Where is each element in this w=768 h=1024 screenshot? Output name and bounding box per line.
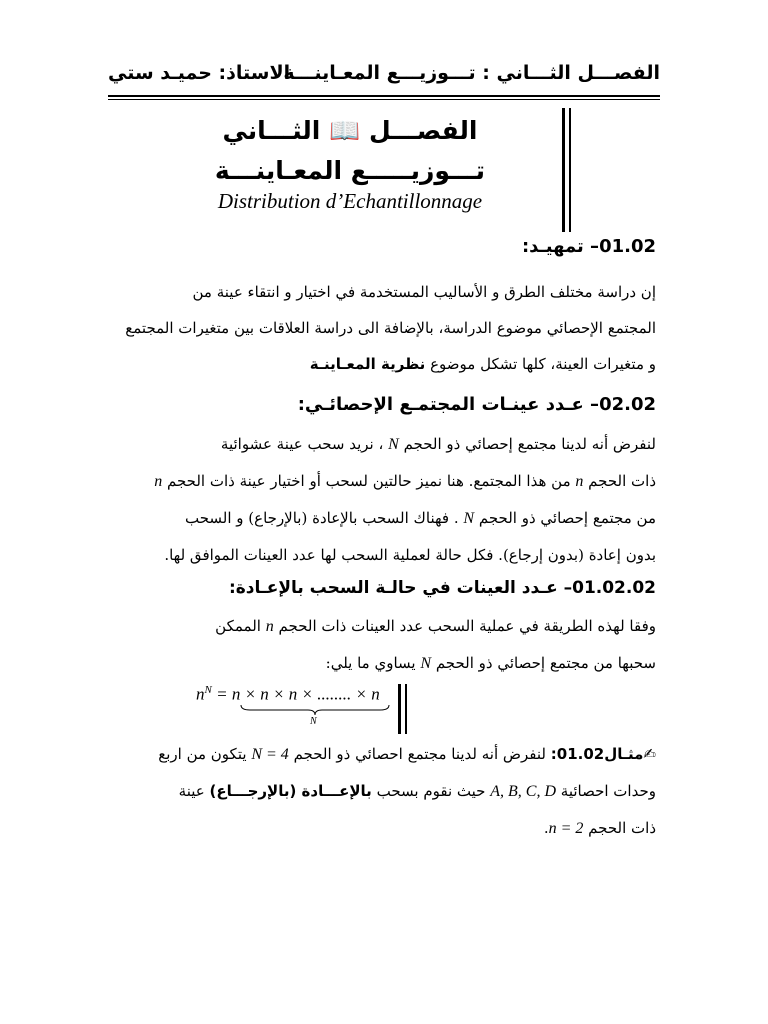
header-chapter-title: الفصـــل الثـــاني : تـــوزيـــع المعـاينـــة [283,62,660,84]
text-segment: . [543,819,549,837]
title-side-bar [562,108,565,232]
formula-exponent: N [204,684,212,696]
text-segment: وفقا لهذه الطريقة في عملية السحب عدد العينات ذات الحجم [278,617,656,635]
section-heading-intro: 01.02– تمهيـد: [521,236,656,257]
text-segment: لنفرض أنه لدينا مجتمع إحصائي ذو الحجم [403,435,656,453]
text-line: المجتمع الإحصائي موضوع الدراسة، بالإضافة الى دراسة العلاقات بين متغيرات المجتمع [125,319,656,337]
text-segment: الممكن [215,617,261,635]
formula-side-bar-thin [405,684,407,734]
text-segment: ذات الحجم [588,819,656,837]
text-segment: ذات الحجم [588,472,656,490]
book-icon: 📖 [329,116,361,145]
text-segment: لنفرض أنه لدينا مجتمع احصائي ذو الحجم [293,745,546,763]
section-heading-with-replacement: 01.02.02– عـدد العينات في حالـة السحب بالإعـادة: [228,578,656,598]
text-line [110,463,656,500]
chapter-title-number: الثـــاني [222,116,321,145]
running-header [108,56,660,96]
text-segment: عينة [178,782,205,800]
text-segment: . فهناك السحب بالإعادة (بالإرجاع) و السحب [184,509,459,527]
formula-expression [196,684,380,705]
underbrace-label: N [310,716,317,727]
underbrace [240,704,390,716]
formula-sample-count [196,684,406,734]
text-line [110,736,656,773]
header-divider [108,95,660,97]
text-segment: سحبها من مجتمع إحصائي ذو الحجم [435,654,656,672]
pen-icon: ✍ [643,745,656,763]
text-line [110,346,656,382]
math-expression: A, B, C, D [490,783,556,800]
header-divider-thin [108,99,660,100]
text-line [110,645,656,682]
text-segment: يتكون من اربع [158,745,247,763]
text-segment: من مجتمع إحصائي ذو الحجم [478,509,656,527]
chapter-title [150,116,550,146]
text-line: إن دراسة مختلف الطرق و الأساليب المستخدمة في اختيار و انتقاء عينة من [192,283,656,301]
math-expression: N = 4 [251,746,289,763]
math-symbol: N [388,436,399,453]
text-line: بدون إعادة (بدون إرجاع). فكل حالة لعملية السحب لها عدد العينات الموافق لها. [164,546,656,564]
text-segment: وحدات احصائية [560,782,656,800]
paragraph-sample-count [110,426,656,573]
chapter-french-title: Distribution d’Echantillonnage [217,189,483,213]
math-symbol: N [420,655,432,672]
text-segment: و متغيرات العينة، كلها تشكل موضوع [430,355,656,373]
chapter-subtitle: تـــوزيـــــع المعـاينـــة [214,156,486,185]
formula-base: n [196,684,205,704]
text-line [110,426,656,463]
chapter-title-word: الفصـــل [368,116,478,145]
title-side-bar-thin [569,108,571,232]
math-symbol: n [575,473,584,490]
text-line [110,773,656,810]
example-label: مثـال01.02: [550,745,644,763]
text-line [110,500,656,537]
bold-term: بالإعـــادة (بالإرجـــاع) [209,782,372,800]
math-symbol: N [463,510,475,527]
text-segment: حيث نقوم بسحب [376,782,486,800]
formula-rhs: = n × n × n × ........ × n [211,684,380,704]
math-symbol: n [154,473,163,490]
math-expression: n = 2 [548,820,584,837]
paragraph-intro [110,274,656,382]
section-heading-sample-count: 02.02– عـدد عينـات المجتمـع الإحصائـي: [297,394,656,415]
bold-term: نظرية المعـاينـة [309,355,426,373]
chapter-title-block [150,112,550,232]
text-segment: يساوي ما يلي: [325,654,416,672]
header-teacher-name: الاستاذ: حميـد ستي [108,62,291,84]
text-segment: من هذا المجتمع. هنا نميز حالتين لسحب أو اختيار عينة ذات الحجم [166,472,571,490]
text-segment: ، نريد سحب عينة عشوائية [220,435,384,453]
formula-side-bar [398,684,401,734]
math-symbol: n [265,618,274,635]
text-line [110,810,656,847]
paragraph-with-replacement [110,608,656,682]
text-line [110,608,656,645]
paragraph-example [110,736,656,847]
